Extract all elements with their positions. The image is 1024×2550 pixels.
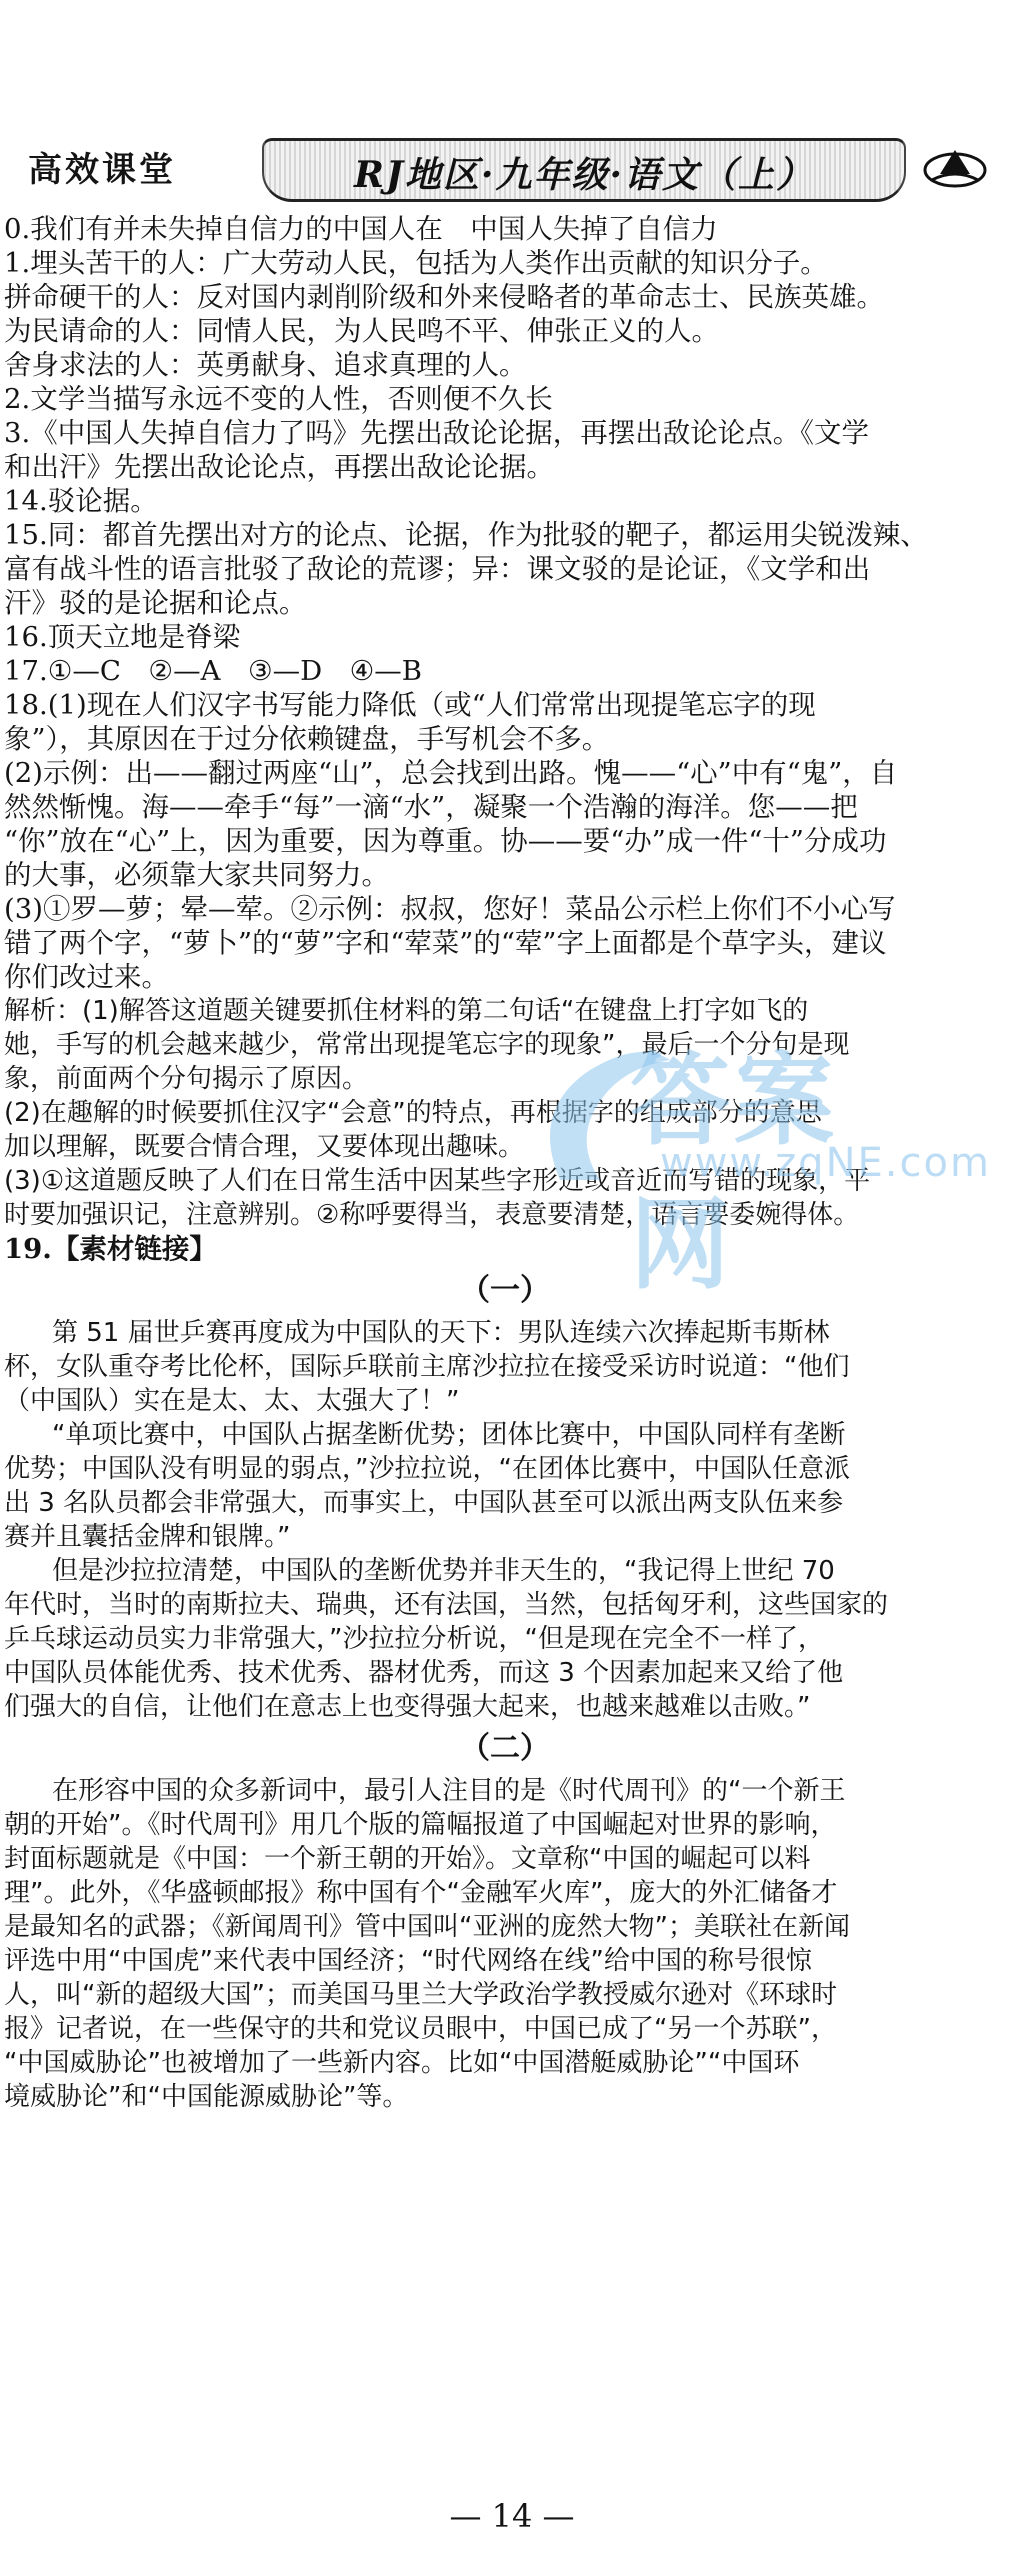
text-line: 和出汗》先摆出敌论论点，再摆出敌论论据。 xyxy=(4,451,554,483)
text-line: 汗》驳的是论据和论点。 xyxy=(4,587,307,619)
material-line: 理”。此外，《华盛顿邮报》称中国有个“金融军火库”，庞大的外汇储备才 xyxy=(4,1878,838,1908)
text-line: 的大事，必须靠大家共同努力。 xyxy=(4,859,389,891)
material-line: 评选中用“中国虎”来代表中国经济；“时代网络在线”给中国的称号很惊 xyxy=(4,1946,812,1976)
material-line: 出 3 名队员都会非常强大，而事实上，中国队甚至可以派出两支队伍来参 xyxy=(4,1488,844,1518)
text-line: 象”），其原因在于过分依赖键盘，手写机会不多。 xyxy=(4,723,610,755)
text-line: 15.同：都首先摆出对方的论点、论据，作为批驳的靶子，都运用尖锐泼辣、 xyxy=(4,519,928,551)
header-band xyxy=(262,138,906,202)
subsection-heading: （一） xyxy=(460,1273,550,1308)
text-line: 0.我们有并未失掉自信力的中国人在 中国人失掉了自信力 xyxy=(4,213,718,245)
text-line: 富有战斗性的语言批驳了敌论的荒谬；异：课文驳的是论证，《文学和出 xyxy=(4,553,871,585)
material-line: “中国威胁论”也被增加了一些新内容。比如“中国潜艇威胁论”“中国环 xyxy=(4,2048,800,2078)
watermark-url: www.zqNE.com xyxy=(660,1140,991,1186)
material-line: 杯，女队重夺考比伦杯，国际乒联前主席沙拉拉在接受采访时说道：“他们 xyxy=(4,1352,850,1382)
analysis-line: 解析：(1)解答这道题关键要抓住材料的第二句话“在键盘上打字如飞的 xyxy=(4,996,809,1026)
text-line: (2)示例：出——翻过两座“山”，总会找到出路。愧——“心”中有“鬼”，自 xyxy=(4,757,898,789)
watermark-text: 答案网 xyxy=(630,1042,838,1303)
material-line: （中国队）实在是太、太、太强大了！” xyxy=(4,1386,460,1416)
text-line: 2.文学当描写永远不变的人性，否则便不久长 xyxy=(4,383,553,415)
site-watermark xyxy=(520,1020,991,1303)
text-line: 3.《中国人失掉自信力了吗》先摆出敌论论据，再摆出敌论论点。《文学 xyxy=(4,417,869,449)
material-line: 但是沙拉拉清楚，中国队的垄断优势并非天生的，“我记得上世纪 70 xyxy=(52,1556,835,1586)
publisher-logo-icon xyxy=(920,140,990,192)
text-line: 舍身求法的人：英勇献身、追求真理的人。 xyxy=(4,349,527,381)
material-line: 第 51 届世乒赛再度成为中国队的天下：男队连续六次捧起斯韦斯林 xyxy=(52,1318,830,1348)
material-line: 是最知名的武器；《新闻周刊》管中国叫“亚洲的庞然大物”；美联社在新闻 xyxy=(4,1912,850,1942)
text-line: 错了两个字，“萝卜”的“萝”字和“荤菜”的“荤”字上面都是个草字头，建议 xyxy=(4,927,887,959)
material-line: 报》记者说，在一些保守的共和党议员眼中，中国已成了“另一个苏联”， xyxy=(4,2014,837,2044)
material-line: 境威胁论”和“中国能源威胁论”等。 xyxy=(4,2082,409,2112)
analysis-line: (3)①这道题反映了人们在日常生活中因某些字形近或音近而写错的现象，平 xyxy=(4,1166,871,1196)
text-line: (3)①罗—萝；晕—荤。②示例：叔叔，您好！菜品公示栏上你们不小心写 xyxy=(4,893,896,925)
text-line: 拼命硬干的人：反对国内剥削阶级和外来侵略者的革命志士、民族英雄。 xyxy=(4,281,884,313)
analysis-line: (2)在趣解的时候要抓住汉字“会意”的特点，再根据字的组成部分的意思 xyxy=(4,1098,822,1128)
material-line: 赛并且囊括金牌和银牌。” xyxy=(4,1522,291,1552)
material-line: 中国队员体能优秀、技术优秀、器材优秀，而这 3 个因素加起来又给了他 xyxy=(4,1658,844,1688)
material-line: 封面标题就是《中国：一个新王朝的开始》。文章称“中国的崛起可以料 xyxy=(4,1844,811,1874)
text-line: 为民请命的人：同情人民，为人民鸣不平、伸张正义的人。 xyxy=(4,315,719,347)
page-header xyxy=(0,138,1024,210)
text-line: 然然惭愧。海——牵手“每”一滴“水”，凝聚一个浩瀚的海洋。您——把 xyxy=(4,791,858,823)
analysis-line: 象，前面两个分句揭示了原因。 xyxy=(4,1064,369,1094)
material-line: 人，叫“新的超级大国”；而美国马里兰大学政治学教授威尔逊对《环球时 xyxy=(4,1980,837,2010)
book-title: RJ地区·九年级·语文（上） xyxy=(353,154,815,196)
subsection-heading: （二） xyxy=(460,1731,550,1766)
material-line: 优势；中国队没有明显的弱点，”沙拉拉说，“在团体比赛中，中国队任意派 xyxy=(4,1454,850,1484)
material-line: “单项比赛中，中国队占据垄断优势；团体比赛中，中国队同样有垄断 xyxy=(52,1420,846,1450)
analysis-line: 加以理解，既要合情合理，又要体现出趣味。 xyxy=(4,1132,525,1162)
material-line: 在形容中国的众多新词中，最引人注目的是《时代周刊》的“一个新王 xyxy=(52,1776,846,1806)
section-heading: 19.【素材链接】 xyxy=(4,1233,217,1265)
material-line: 乒乓球运动员实力非常强大，”沙拉拉分析说，“但是现在完全不一样了， xyxy=(4,1624,824,1654)
text-line: 17.①—C ②—A ③—D ④—B xyxy=(4,655,423,687)
text-line: “你”放在“心”上，因为重要，因为尊重。协——要“办”成一件“十”分成功 xyxy=(4,825,887,857)
brand-title: 高效课堂 xyxy=(28,150,176,190)
material-line: 们强大的自信，让他们在意志上也变得强大起来，也越来越难以击败。” xyxy=(4,1692,811,1722)
text-line: 你们改过来。 xyxy=(4,961,169,993)
text-line: 14.驳论据。 xyxy=(4,485,158,517)
text-line: 18.(1)现在人们汉字书写能力降低（或“人们常常出现提笔忘字的现 xyxy=(4,689,816,721)
analysis-line: 她，手写的机会越来越少，常常出现提笔忘字的现象”，最后一个分句是现 xyxy=(4,1030,850,1060)
page-number: — 14 — xyxy=(449,2497,575,2535)
text-line: 16.顶天立地是脊梁 xyxy=(4,621,241,653)
analysis-line: 时要加强识记，注意辨别。②称呼要得当，表意要清楚，语言要委婉得体。 xyxy=(4,1200,860,1230)
material-line: 年代时，当时的南斯拉夫、瑞典，还有法国，当然，包括匈牙利，这些国家的 xyxy=(4,1590,889,1620)
material-line: 朝的开始”。《时代周刊》用几个版的篇幅报道了中国崛起对世界的影响， xyxy=(4,1810,837,1840)
text-line: 1.埋头苦干的人：广大劳动人民，包括为人类作出贡献的知识分子。 xyxy=(4,247,828,279)
